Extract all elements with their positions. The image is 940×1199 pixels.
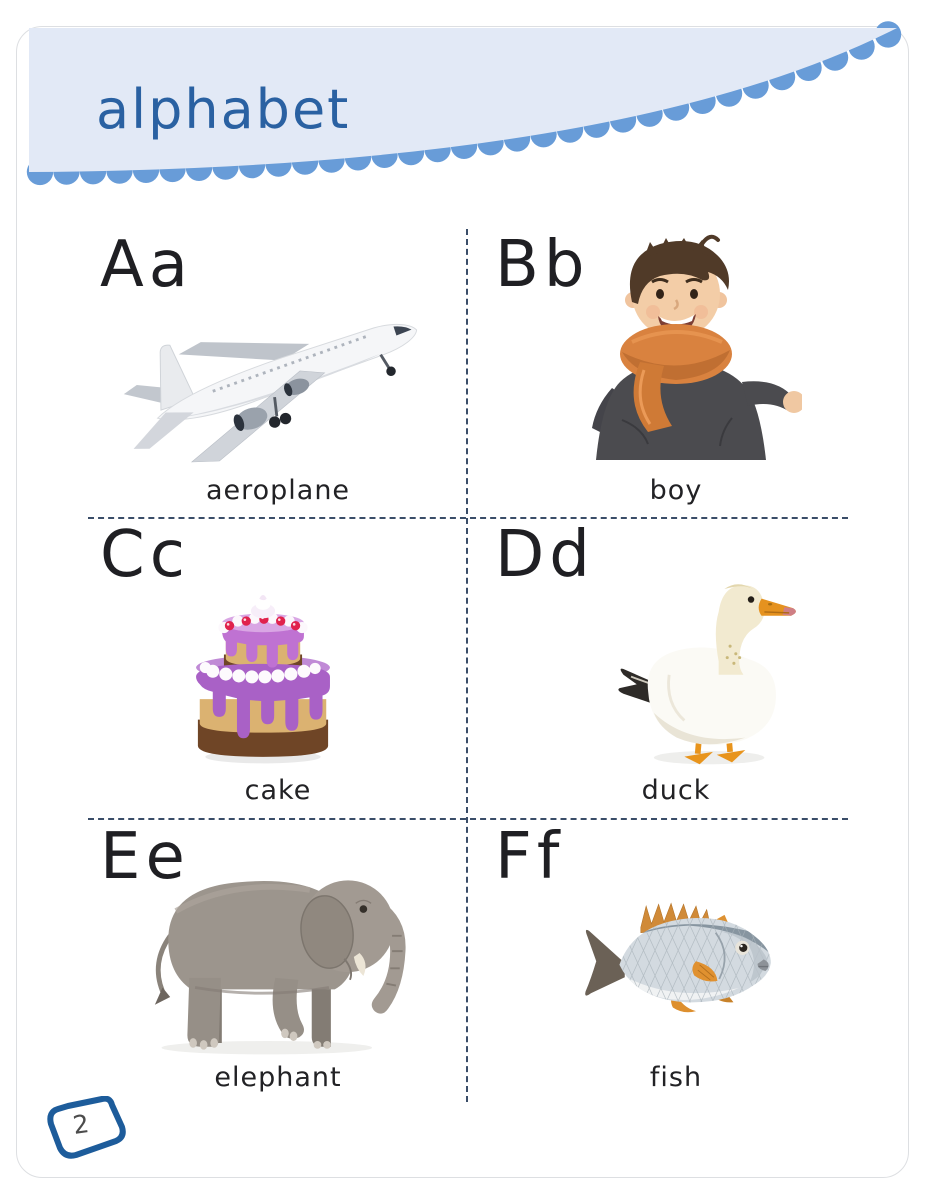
letter-pair-aa: Aa: [100, 228, 193, 302]
letter-pair-dd: Dd: [495, 518, 595, 592]
card-dd: [472, 520, 880, 818]
word-label-duck: duck: [641, 775, 711, 806]
word-label-elephant: elephant: [214, 1062, 342, 1093]
page-number: 2: [71, 1109, 91, 1140]
word-label-fish: fish: [649, 1062, 703, 1093]
letter-pair-bb: Bb: [495, 228, 590, 302]
letter-pair-cc: Cc: [100, 518, 190, 592]
card-aa: [88, 230, 468, 518]
letter-pair-ff: Ff: [495, 820, 565, 894]
page-title: alphabet: [96, 78, 351, 141]
word-label-cake: cake: [244, 775, 312, 806]
letter-pair-ee: Ee: [100, 820, 190, 894]
fish-image: [582, 890, 778, 1036]
word-label-boy: boy: [649, 475, 703, 506]
card-ff: [472, 822, 880, 1105]
card-bb: [472, 230, 880, 518]
page-number-badge: [44, 1096, 128, 1160]
card-cc: [88, 520, 468, 818]
aeroplane-image: [92, 288, 458, 478]
row-divider-2: [88, 818, 848, 820]
duck-image: [608, 570, 816, 770]
word-label-aeroplane: aeroplane: [205, 475, 351, 506]
card-ee: [88, 822, 468, 1105]
cake-image: [170, 582, 356, 768]
